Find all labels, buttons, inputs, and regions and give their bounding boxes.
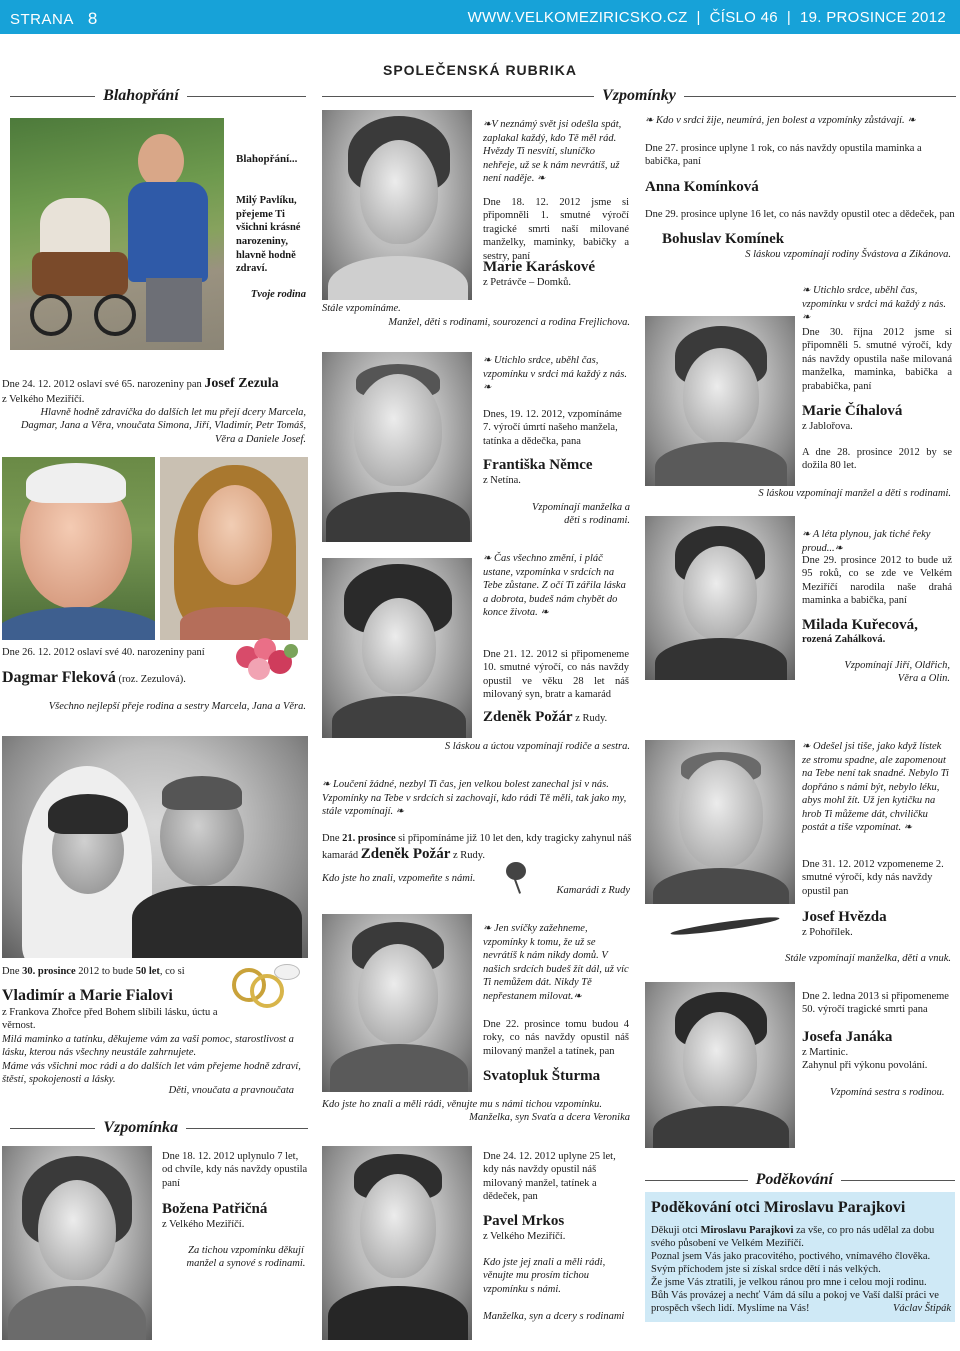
text: Dne <box>2 966 20 977</box>
v6-sign: Manželka, syn a dcery s rodinami <box>483 1311 625 1322</box>
v8-sign: S láskou vzpomínají manžel a děti s rodinami. <box>758 488 951 499</box>
flourish-icon: ❧ <box>802 529 811 540</box>
v3-namebox <box>483 708 629 726</box>
v1-sign: Manžel, děti s rodinami, sourozenci a rodina Frejlichova. <box>388 317 630 328</box>
v8-name: Marie Číhalová <box>802 403 903 419</box>
v5-line2: Kdo jste ho znali a měli rádi, věnujte mu s námi tichou vzpomínku. <box>322 1099 602 1110</box>
text: 2012 to bude <box>78 966 134 977</box>
podekovani-p3: Že jsme Vás ztratili, je velkou ránou pro mne i celou moji rodinu. <box>651 1277 927 1288</box>
v4-text <box>322 832 632 863</box>
page-header-bar <box>0 0 960 34</box>
v2-poem <box>483 354 629 395</box>
blahoprani-4-date <box>2 965 232 978</box>
v1-name: Marie Karáskové <box>483 259 596 275</box>
shirt <box>330 1044 468 1092</box>
groom-suit <box>132 886 302 958</box>
flourish-icon: ❧ <box>802 285 811 296</box>
photo-wedding-fialovi <box>2 736 308 958</box>
shirt <box>332 696 466 738</box>
vzpominka-heading-text: Vzpomínka <box>103 1119 179 1136</box>
photo-bozena-patricna <box>2 1146 152 1340</box>
flourish-icon: ❧ <box>540 607 549 619</box>
flourish-icon: ❧ <box>483 355 492 366</box>
photo-josef-hvezda <box>645 740 795 904</box>
v10-place: z Pohořílek. <box>802 927 853 938</box>
v11-name: Josefa Janáka <box>802 1029 893 1045</box>
flourish-icon: ❧ <box>483 382 492 394</box>
v11-text: Dne 2. ledna 2013 si připomeneme 50. výročí tragické smrti pana <box>802 991 949 1016</box>
vzpominky-heading-text: Vzpomínky <box>602 87 676 104</box>
podekovani-title: Poděkování otci Miroslavu Parajkovi <box>651 1199 906 1216</box>
face <box>679 760 763 868</box>
dress <box>655 442 787 486</box>
v8-poem-text: Utichlo srdce, uběhl čas, vzpomínku v srdci má každý z nás. <box>802 285 946 310</box>
blahoprani-heading-text: Blahopřání <box>103 87 179 104</box>
v11-place: z Martinic. <box>802 1047 849 1058</box>
blahoprani-3-suffix: (roz. Zezulová). <box>118 674 186 685</box>
flourish-icon: ❧ <box>802 312 811 324</box>
photo-zdenek-pozar <box>322 558 472 738</box>
v10-sign: Stále vzpomínají manželka, děti a vnuk. <box>785 953 951 964</box>
divider <box>186 1128 308 1129</box>
divider <box>10 96 95 97</box>
vzpominka-left-date: Dne 18. 12. 2012 uplynulo 7 let, od chvíle, kdy nás navždy opustila paní <box>162 1151 308 1189</box>
blahoprani-1-text: Milý Pavlíku, přejeme Ti všichni krásné narozeniny, hlavně hodně zdraví. <box>236 195 301 275</box>
v2-text: Dnes, 19. 12. 2012, vzpomínáme 7. výročí úmrtí našeho manžela, tatínka a dědečka, pana <box>483 409 622 447</box>
vzpominka-left-name: Božena Patřičná <box>162 1201 268 1217</box>
v6-place: z Velkého Meziříčí. <box>483 1231 566 1242</box>
v1-poem-text: V neznámý svět jsi odešla spát, zaplakal každý, kdo Tě měl rád. Hvězdy Ti nesvítí, sluníčko nehřeje, už se k nám nevrátíš, už není naděje. <box>483 119 622 185</box>
face <box>198 485 272 585</box>
bride-hair <box>48 794 128 834</box>
v9-name: Milada Kuřecová, <box>802 617 918 633</box>
flourish-icon: ❧ <box>573 990 582 1002</box>
v7-name2: Bohuslav Komínek <box>662 231 785 247</box>
v8-extra: A dne 28. prosince 2012 by se dožila 80 let. <box>802 447 952 472</box>
shoulders <box>8 1286 146 1340</box>
flourish-icon: ❧ <box>645 115 654 126</box>
text: Děkuji otci <box>651 1225 698 1236</box>
text: za vše, co pro nás udělal za dobu svého působení ve Velkém Meziříčí. <box>651 1225 935 1250</box>
v7-name1: Anna Komínková <box>645 179 759 195</box>
photo-josef-zezula <box>2 457 155 640</box>
divider <box>684 96 956 97</box>
feather-icon <box>670 912 780 938</box>
shirt <box>2 607 155 640</box>
face <box>360 140 438 244</box>
issue-number: ČÍSLO 46 <box>709 9 778 26</box>
divider <box>10 1128 95 1129</box>
strana-label: STRANA <box>10 11 74 28</box>
face <box>38 1180 116 1280</box>
blahoprani-4-text2: Milá maminko a tatínku, děkujeme vám za vaši pomoc, starostlivost a lásku, kterou nás všechny neustále zahrnujete. <box>2 1034 294 1059</box>
page-label <box>10 8 98 30</box>
face <box>362 598 436 694</box>
v7-poem <box>645 114 955 128</box>
v11-sign: Vzpomíná sestra s rodinou. <box>830 1087 945 1098</box>
shirt <box>128 182 208 282</box>
v8-place: z Jablořova. <box>802 421 853 432</box>
blahoprani-2-date: Dne 24. 12. 2012 oslaví své 65. narozeniny pan <box>2 379 202 390</box>
face <box>358 944 438 1044</box>
face <box>683 348 759 444</box>
text: si připomínáme již 10 let den, kdy tragicky zahynul náš kamarád <box>322 833 632 862</box>
blahoprani-2-wish: Hlavně hodně zdravíčka do dalších let mu přejí dcery Marcela, Dagmar, Jana a Věra, vnoučata Simona, Jiří, Vladimír, Petr Tomáš, Věra a Daniele Josef. <box>20 407 306 445</box>
blahoprani-2-place: z Velkého Meziříčí. <box>2 394 85 405</box>
section-title: SPOLEČENSKÁ RUBRIKA <box>382 62 577 78</box>
flourish-icon: ❧ <box>483 553 492 564</box>
v1-stale: Stále vzpomínáme. <box>322 303 401 314</box>
photo-dagmar-flekova <box>160 457 308 640</box>
photo-svatopluk-sturma <box>322 914 472 1092</box>
page-number: 8 <box>87 9 98 28</box>
v10-text: Dne 31. 12. 2012 vzpomeneme 2. smutné výročí, kdy nás navždy opustil pan <box>802 859 944 897</box>
blahoprani-3-namebox <box>2 668 262 687</box>
v11-extra: Zahynul při výkonu povolání. <box>802 1060 928 1071</box>
blahoprani-4-name: Vladimír a Marie Fialovi <box>2 987 173 1004</box>
divider <box>645 1180 748 1181</box>
vzpominka-heading <box>10 1118 308 1138</box>
v2-place: z Netína. <box>483 475 521 486</box>
v5-text: Dne 22. prosince tomu budou 4 roky, co nás navždy opustil náš milovaný manžel a tatínek, pan <box>483 1019 629 1057</box>
divider <box>322 96 594 97</box>
v4-place: z Rudy. <box>452 850 485 862</box>
face <box>360 1174 436 1278</box>
v4-line2: Kdo jste ho znali, vzpomeňte s námi. <box>322 873 476 884</box>
separator: | <box>696 9 701 26</box>
flourish-icon: ❧ <box>834 542 843 554</box>
podekovani-heading <box>645 1170 955 1190</box>
divider <box>841 1180 955 1181</box>
blahoprani-4-text3: Máme vás všichni moc rádi a do dalších let vám přejeme hodně zdraví, štěstí, spokojenosti a lásky. <box>2 1061 301 1086</box>
podekovani-box <box>645 1192 955 1322</box>
flourish-icon: ❧ <box>483 923 492 934</box>
v2-name: Františka Němce <box>483 457 593 473</box>
uniform <box>653 1106 789 1148</box>
v9-text: Dne 29. prosince 2012 to bude už 95 roků, co se zde ve Velkém Meziříčí narodila naše drahá maminka a babička, paní <box>802 555 952 607</box>
v10-poem-text: Odešel jsi tiše, jako když lístek ze stromu spadne, ale zapomenout na Tebe není tak snadné. Nebylo Ti dopřáno s námi být, nebylo léku, abys mohl žít. Už jen kytičku na hrob Ti můžeme dát, chviličku postát a tiše vzpomínat. <box>802 741 949 833</box>
photo-frantisek-nemec <box>322 352 472 542</box>
flourish-icon: ❧ <box>483 119 492 130</box>
blahoprani-4-text1: z Frankova Zhořce před Bohem slíbili lásku, úctu a věrnost. <box>2 1007 218 1032</box>
text: Bůh Vás provázej a nechť Vám dá sílu a pokoj ve Vaší další práci ve prospěch všech lidí. Myslíme na Vás! <box>651 1290 939 1315</box>
flourish-icon: ❧ <box>395 806 405 818</box>
v4-poem <box>322 778 632 819</box>
blahoprani-2-name: Josef Zezula <box>204 376 279 391</box>
v8-poem <box>802 284 952 325</box>
blahoprani-4-sign: Děti, vnoučata a pravnoučata <box>168 1085 294 1096</box>
photo-marie-karaskove <box>322 110 472 300</box>
v7-text1: Dne 27. prosince uplyne 1 rok, co nás navždy opustila maminka a babička, paní <box>645 143 922 168</box>
v6-text: Dne 24. 12. 2012 uplyne 25 let, kdy nás navždy opustil náš milovaný manžel, tatínek a dědeček, pan <box>483 1151 616 1203</box>
v2-poem-text: Utichlo srdce, uběhl čas, vzpomínku v srdci má každý z nás. <box>483 355 627 380</box>
flourish-icon: ❧ <box>322 779 331 790</box>
face <box>683 1012 757 1108</box>
v8-text: Dne 30. října 2012 jsme si připomněli 5. smutné výročí, kdy nás navždy opustila naše milovaná manželka, maminka, babička a prababička, paní <box>802 327 952 392</box>
photo-pavel-mrkos <box>322 1146 472 1340</box>
text: Dne <box>322 833 340 844</box>
v10-name: Josef Hvězda <box>802 909 887 925</box>
jacket <box>653 868 789 904</box>
sweater <box>328 256 468 300</box>
v6-name: Pavel Mrkos <box>483 1213 565 1229</box>
v7-sign: S láskou vzpomínají rodiny Švástova a Zikánova. <box>745 249 951 260</box>
v9-maiden: rozená Zahálková. <box>802 634 886 645</box>
issue-info <box>468 8 946 27</box>
pram-wheel <box>94 294 136 336</box>
text: 50 let <box>135 966 160 977</box>
v9-poem <box>802 528 952 556</box>
v4-poem-text: Loučení žádné, nezbyl Ti čas, jen velkou bolest zanechal jsi v nás. Vzpomínky na Tebe v srdcích si zachovají, kdo rádi Tě měli, tak jako my, stále vzpomínají. <box>322 779 627 818</box>
v4-sign: Kamarádi z Rudy <box>556 885 630 896</box>
flourish-icon: ❧ <box>536 173 546 185</box>
podekovani-p1 <box>651 1224 951 1251</box>
photo-josefa-janaka <box>645 982 795 1148</box>
v9-sign: Vzpomínají Jiří, Oldřich, Věra a Olin. <box>844 660 950 685</box>
shorts <box>146 278 202 342</box>
dress <box>655 638 787 680</box>
vzpominky-heading <box>322 86 956 106</box>
text: , co si <box>159 966 185 977</box>
flourish-icon: ❧ <box>903 821 913 833</box>
divider <box>187 96 306 97</box>
face <box>683 546 757 640</box>
vzpominka-left-place: z Velkého Meziříčí. <box>162 1219 245 1230</box>
pram-wheel <box>30 294 72 336</box>
hair <box>26 463 126 503</box>
jacket <box>326 492 470 542</box>
blahoprani-heading <box>10 86 306 106</box>
v2-sign: Vzpomínají manželka a děti s rodinami. <box>532 502 630 527</box>
v3-text: Dne 21. 12. 2012 si připomeneme 10. smutné výročí, co nás navždy opustil ve věku 28 let náš milovaný syn, bratr a kamarád <box>483 649 629 701</box>
v10-poem <box>802 740 952 835</box>
pram-body <box>32 252 128 296</box>
suit <box>328 1286 468 1340</box>
v3-sign: S láskou a úctou vzpomínají rodiče a sestra. <box>444 741 630 752</box>
text: Miroslavu Parajkovi <box>700 1225 794 1236</box>
podekovani-p2: Poznal jsem Vás jako pracovitého, poctivého, vnímavého člověka. Svým příchodem jste si získal srdce dětí i nás velkých. <box>651 1251 931 1276</box>
v3-name: Zdeněk Požár <box>483 709 573 725</box>
text: 21. prosince <box>342 833 396 844</box>
issue-date: 19. PROSINCE 2012 <box>799 9 946 26</box>
v5-poem <box>483 922 629 1003</box>
photo-milada-kurecova <box>645 516 795 680</box>
v1-place: z Petrávče – Domků. <box>483 277 572 288</box>
flourish-icon: ❧ <box>802 741 811 752</box>
podekovani-sign: Václav Štipák <box>892 1303 951 1315</box>
v5-sign: Manželka, syn Svaťa a dcera Veronika <box>469 1112 630 1123</box>
v5-name: Svatopluk Šturma <box>483 1068 601 1084</box>
blahoprani-3-date: Dne 26. 12. 2012 oslaví své 40. narozeniny paní <box>2 647 205 658</box>
v5-poem-text: Jen svíčky zažehneme, vzpomínky k tomu, že už se nevrátíš k nám nikdy domů. V našich srdcích budeš žít dál, už víc Ti nemůžem dát. Nikdy Tě nepřestanem milovat. <box>483 923 629 1002</box>
blahoprani-3-wish: Všechno nejlepší přeje rodina a sestry Marcela, Jana a Věra. <box>48 701 306 712</box>
website-link[interactable]: WWW.VELKOMEZIRICSKO.CZ <box>467 9 688 26</box>
flourish-icon: ❧ <box>907 115 916 126</box>
blahoprani-1-sign: Tvoje rodina <box>250 289 306 300</box>
text: 30. prosince <box>22 966 76 977</box>
face <box>138 134 184 188</box>
v6-poem: Kdo jste jej znali a měli rádi, věnujte mu prosím tichou vzpomínku s námi. <box>483 1257 606 1295</box>
v7-text2: Dne 29. prosince uplyne 16 let, co nás navždy opustil otec a dědeček, pan <box>645 209 955 220</box>
blahoprani-3-name: Dagmar Fleková <box>2 669 116 686</box>
v9-poem-text: A léta plynou, jak tiché řeky proud... <box>802 529 931 554</box>
v1-text: Dne 18. 12. 2012 jsme si připomněli 1. smutné výročí tragické smrti naší milované manželky, maminky, babičky a sestry, paní <box>483 197 629 262</box>
face <box>354 374 442 486</box>
v3-poem-text: Čas všechno změní, i pláč ustane, vzpomínka v srdcích na Tebe zůstane. Z očí Ti zářila láska a dobrota, budeš nám chybět do konce života. <box>483 553 626 619</box>
photo-man-with-pram <box>10 118 224 350</box>
blahoprani-1-title: Blahopřání... <box>236 153 298 165</box>
v7-poem-text: Kdo v srdci žije, neumírá, jen bolest a vzpomínky zůstávají. <box>656 115 905 126</box>
podekovani-heading-text: Poděkování <box>755 1171 833 1188</box>
v1-poem <box>483 118 629 186</box>
v4-name: Zdeněk Požár <box>360 846 451 863</box>
vzpominka-left-sign: Za tichou vzpomínku děkují manžel a synové s rodinami. <box>186 1245 306 1270</box>
separator: | <box>786 9 792 26</box>
podekovani-p4 <box>651 1289 951 1316</box>
groom-hair <box>162 776 242 810</box>
v3-place: z Rudy. <box>575 713 608 724</box>
photo-marie-cihalova <box>645 316 795 486</box>
v3-poem <box>483 552 629 620</box>
blahoprani-2 <box>2 376 312 393</box>
